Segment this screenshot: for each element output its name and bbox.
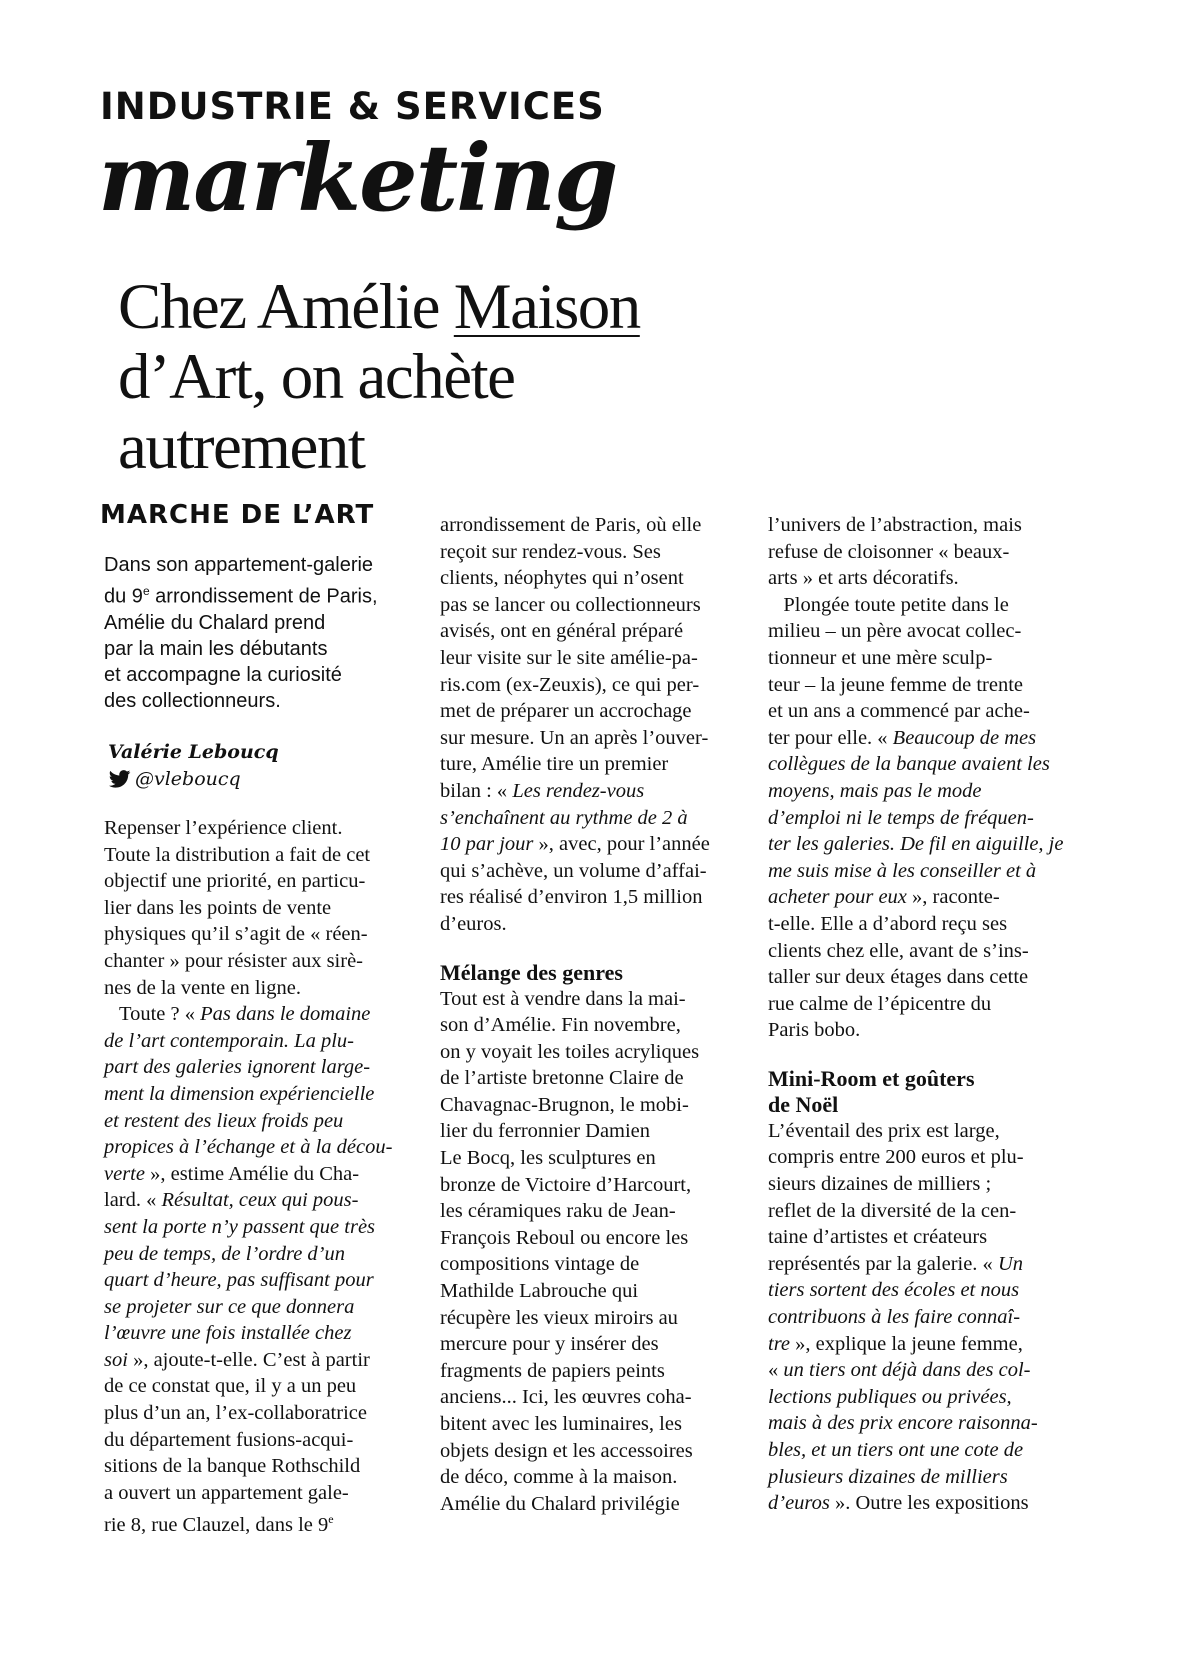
body-line xyxy=(440,1438,740,1465)
section-subhead xyxy=(440,960,740,986)
body-text: lard. « xyxy=(104,1189,162,1212)
body-line xyxy=(104,868,409,895)
body-text: collègues de la banque avaient les xyxy=(768,753,1050,776)
lead-line: des collectionneurs. xyxy=(104,689,281,712)
body-line xyxy=(768,751,1073,778)
body-text: les céramiques raku de Jean- xyxy=(440,1200,676,1223)
body-line xyxy=(768,805,1073,832)
body-line xyxy=(440,1012,740,1039)
body-line xyxy=(440,1331,740,1358)
body-text: mais à des prix encore raisonna- xyxy=(768,1412,1038,1435)
body-text: contribuons à les faire connaî- xyxy=(768,1306,1021,1329)
body-line xyxy=(440,911,740,938)
body-text: propices à l’échange et à la décou- xyxy=(104,1136,393,1159)
body-text: de l’art contemporain. La plu- xyxy=(104,1029,354,1052)
paragraph-gap xyxy=(768,1044,1073,1066)
body-line xyxy=(768,884,1073,911)
twitter-bird-icon xyxy=(108,770,132,788)
body-line xyxy=(768,1464,1073,1491)
article-lead xyxy=(104,552,434,714)
body-line xyxy=(768,1118,1073,1145)
body-text: tionneur et une mère sculp- xyxy=(768,646,993,669)
body-text: un tiers ont déjà dans des col- xyxy=(783,1359,1031,1382)
body-text: moyens, mais pas le mode xyxy=(768,779,982,802)
body-line xyxy=(440,1251,740,1278)
body-text: ». Outre les expositions xyxy=(829,1492,1029,1515)
body-line xyxy=(440,1172,740,1199)
body-line xyxy=(768,1357,1073,1384)
body-text: bitent avec les luminaires, les xyxy=(440,1413,682,1435)
body-text: d’emploi ni le temps de fréquen- xyxy=(768,806,1034,829)
body-line xyxy=(768,725,1073,752)
body-line xyxy=(104,815,409,842)
body-text: Paris bobo. xyxy=(768,1019,861,1042)
body-line xyxy=(104,1480,409,1507)
body-line xyxy=(768,1331,1073,1358)
body-line xyxy=(104,842,409,869)
body-line xyxy=(768,512,1073,539)
body-text: bles, et un tiers ont une cote de xyxy=(768,1439,1024,1461)
body-line xyxy=(104,1054,409,1081)
body-text: », ajoute-t-elle. C’est à partir xyxy=(127,1348,370,1371)
body-text: lier du ferronnier Damien xyxy=(440,1120,651,1143)
body-text: t-elle. Elle a d’abord reçu ses xyxy=(768,912,1008,935)
body-text: met de préparer un accrochage xyxy=(440,700,692,723)
body-line xyxy=(104,1320,409,1347)
body-text: chanter » pour résister aux sirè- xyxy=(104,949,363,972)
body-text: Le Bocq, les sculptures en xyxy=(440,1147,656,1170)
handle-text: @vleboucq xyxy=(135,768,241,790)
body-text: qui s’achève, un volume d’affai- xyxy=(440,859,707,882)
body-line xyxy=(104,1427,409,1454)
article-column-2 xyxy=(440,512,740,1517)
body-text: arts » et arts décoratifs. xyxy=(768,567,959,590)
body-line xyxy=(440,1039,740,1066)
body-line xyxy=(768,618,1073,645)
body-line xyxy=(440,1464,740,1491)
headline-part-4: autrement xyxy=(118,411,365,483)
body-line xyxy=(440,1145,740,1172)
body-line xyxy=(768,539,1073,566)
body-text: res réalisé d’environ 1,5 million xyxy=(440,886,703,909)
body-line xyxy=(768,1277,1073,1304)
body-line xyxy=(440,645,740,672)
headline-part-1: Chez Amélie xyxy=(118,271,454,343)
body-text: tiers sortent des écoles et nous xyxy=(768,1279,1020,1302)
body-text: Un xyxy=(997,1252,1023,1275)
body-line xyxy=(440,1358,740,1385)
body-text: Tout est à vendre dans la mai- xyxy=(440,987,686,1010)
body-text: du département fusions-acqui- xyxy=(104,1428,354,1451)
author-handle[interactable] xyxy=(108,766,279,793)
body-text: part des galeries ignorent large- xyxy=(104,1056,371,1079)
body-line xyxy=(768,1437,1073,1464)
body-line xyxy=(768,672,1073,699)
body-text: Toute la distribution a fait de cet xyxy=(104,843,371,866)
lead-text: arrondissement de Paris, xyxy=(149,585,378,608)
body-line xyxy=(768,778,1073,805)
body-line xyxy=(440,512,740,539)
body-text: Plongée toute petite dans le xyxy=(768,593,1009,616)
body-line xyxy=(768,1017,1073,1044)
body-text: physiques qu’il s’agit de « réen- xyxy=(104,923,368,946)
body-text: de ce constat que, il y a un peu xyxy=(104,1375,357,1398)
body-line xyxy=(104,1506,409,1538)
body-text: s’enchaînent au rythme de 2 à xyxy=(440,806,688,829)
rubric-label: INDUSTRIE & SERVICES xyxy=(100,85,605,128)
author-name: Valérie Leboucq xyxy=(108,741,279,763)
body-text: a ouvert un appartement gale- xyxy=(104,1481,349,1504)
body-line xyxy=(440,1225,740,1252)
body-text: d’euros. xyxy=(440,912,507,935)
body-line xyxy=(440,858,740,885)
body-line xyxy=(104,921,409,948)
body-text: ris.com (ex-Zeuxis), ce qui per- xyxy=(440,673,700,696)
lead-line: Amélie du Chalard prend xyxy=(104,611,326,634)
body-line xyxy=(768,1304,1073,1331)
body-text: », estime Amélie du Cha- xyxy=(144,1162,360,1185)
body-line xyxy=(440,698,740,725)
body-line xyxy=(104,975,409,1002)
body-text: clients chez elle, avant de s’ins- xyxy=(768,939,1029,962)
body-text: sur mesure. Un an après l’ouver- xyxy=(440,726,709,749)
body-line xyxy=(768,1384,1073,1411)
body-line xyxy=(440,1411,740,1438)
body-text: anciens... Ici, les œuvres coha- xyxy=(440,1386,692,1409)
body-text: Mini-Room et goûters xyxy=(768,1065,975,1091)
body-text: bronze de Victoire d’Harcourt, xyxy=(440,1173,692,1196)
body-text: L’éventail des prix est large, xyxy=(768,1119,1000,1142)
body-line xyxy=(104,1187,409,1214)
body-text: reflet de la diversité de la cen- xyxy=(768,1199,1017,1222)
section-title: marketing xyxy=(98,124,617,232)
body-text: nes de la vente en ligne. xyxy=(104,976,301,999)
body-text: peu de temps, de l’ordre d’un xyxy=(104,1242,346,1265)
headline-part-3: d’Art, on achète xyxy=(118,341,515,413)
paragraph-gap xyxy=(440,938,740,960)
article-headline xyxy=(118,272,738,482)
body-text: tre xyxy=(768,1332,791,1355)
body-line xyxy=(104,948,409,975)
body-line xyxy=(440,1065,740,1092)
body-text: Pas dans le domaine xyxy=(200,1003,371,1026)
body-line xyxy=(440,1118,740,1145)
lead-line: Dans son appartement-galerie xyxy=(104,554,374,576)
body-text: objets design et les accessoires xyxy=(440,1439,693,1462)
byline xyxy=(108,739,279,793)
body-text: avisés, ont en général préparé xyxy=(440,620,684,643)
body-line xyxy=(104,1453,409,1480)
body-line xyxy=(440,1491,740,1518)
section-subhead xyxy=(768,1066,1073,1092)
headline-link: Maison xyxy=(453,271,640,343)
body-line xyxy=(440,618,740,645)
body-text: et restent des lieux froids peu xyxy=(104,1109,344,1132)
body-line xyxy=(104,1373,409,1400)
body-text: « xyxy=(768,1359,784,1382)
body-line xyxy=(768,698,1073,725)
body-text: », raconte- xyxy=(906,886,1000,909)
body-text: taller sur deux étages dans cette xyxy=(768,966,1029,989)
body-text: Repenser l’expérience client. xyxy=(104,817,343,839)
body-line xyxy=(768,831,1073,858)
body-text: Résultat, ceux qui pous- xyxy=(161,1189,359,1212)
body-line xyxy=(440,592,740,619)
kicker: MARCHE DE L’ART xyxy=(100,500,375,530)
body-text: lections publiques ou privées, xyxy=(768,1385,1012,1408)
lead-line: et accompagne la curiosité xyxy=(104,663,342,686)
body-text: reçoit sur rendez-vous. Ses xyxy=(440,540,661,563)
body-line xyxy=(768,858,1073,885)
body-line xyxy=(104,1081,409,1108)
body-text: ture, Amélie tire un premier xyxy=(440,753,669,776)
body-line xyxy=(104,1294,409,1321)
body-text: Mélange des genres xyxy=(440,959,623,985)
body-text: ter pour elle. « xyxy=(768,726,893,749)
body-line xyxy=(104,1400,409,1427)
body-text: rue calme de l’épicentre du xyxy=(768,992,992,1015)
body-text: milieu – un père avocat collec- xyxy=(768,620,1022,643)
body-line xyxy=(768,592,1073,619)
body-text: soi xyxy=(104,1348,128,1371)
body-text: plusieurs dizaines de milliers xyxy=(768,1465,1008,1488)
body-text: Amélie du Chalard privilégie xyxy=(440,1492,680,1515)
body-line xyxy=(104,1028,409,1055)
body-line xyxy=(104,1134,409,1161)
body-text: ter les galeries. De fil en aiguille, je xyxy=(768,833,1064,856)
body-line xyxy=(440,831,740,858)
body-line xyxy=(768,565,1073,592)
body-text: on y voyait les toiles acryliques xyxy=(440,1040,700,1063)
body-text: de l’artiste bretonne Claire de xyxy=(440,1067,684,1090)
body-text: acheter pour eux xyxy=(768,886,907,909)
body-text: sent la porte n’y passent que très xyxy=(104,1215,376,1238)
body-line xyxy=(104,1108,409,1135)
body-text: d’euros xyxy=(768,1492,830,1515)
body-line xyxy=(768,1410,1073,1437)
body-line xyxy=(768,964,1073,991)
body-text: », explique la jeune femme, xyxy=(790,1332,1023,1355)
body-line xyxy=(768,1171,1073,1198)
lead-line: par la main les débutants xyxy=(104,637,328,660)
body-line xyxy=(440,751,740,778)
section-subhead xyxy=(768,1092,1073,1118)
body-text: compositions vintage de xyxy=(440,1253,640,1276)
body-text: plus d’un an, l’ex-collaboratrice xyxy=(104,1402,367,1425)
body-text: teur – la jeune femme de trente xyxy=(768,673,1023,696)
body-text: Beaucoup de mes xyxy=(892,726,1037,749)
body-text: récupère les vieux miroirs au xyxy=(440,1306,678,1329)
body-line xyxy=(768,938,1073,965)
body-line xyxy=(768,911,1073,938)
body-text: », avec, pour l’année xyxy=(533,833,710,856)
body-text: quart d’heure, pas suffisant pour xyxy=(104,1269,374,1292)
body-line xyxy=(440,565,740,592)
body-text: verte xyxy=(104,1162,145,1185)
body-text: sieurs dizaines de milliers ; xyxy=(768,1173,992,1196)
body-text: refuse de cloisonner « beaux- xyxy=(768,540,1010,563)
body-line xyxy=(768,1144,1073,1171)
body-line xyxy=(440,539,740,566)
body-line xyxy=(440,1384,740,1411)
body-line xyxy=(768,1490,1073,1517)
body-text: représentés par la galerie. « xyxy=(768,1252,998,1275)
body-text: François Reboul ou encore les xyxy=(440,1226,689,1249)
body-line xyxy=(440,805,740,832)
body-text: taine d’artistes et créateurs xyxy=(768,1226,988,1249)
body-text: l’univers de l’abstraction, mais xyxy=(768,514,1022,536)
body-text: mercure pour y insérer des xyxy=(440,1333,659,1356)
lead-text: du 9 xyxy=(104,585,143,608)
body-text: objectif une priorité, en particu- xyxy=(104,870,366,893)
body-text: son d’Amélie. Fin novembre, xyxy=(440,1014,681,1037)
article-column-3 xyxy=(768,512,1073,1517)
body-line xyxy=(768,1251,1073,1278)
body-text: et un ans a commencé par ache- xyxy=(768,700,1030,723)
body-text: sitions de la banque Rothschild xyxy=(104,1455,361,1478)
body-text: leur visite sur le site amélie-pa- xyxy=(440,646,698,669)
body-line xyxy=(104,1214,409,1241)
body-line xyxy=(440,884,740,911)
body-text: me suis mise à les conseiller et à xyxy=(768,859,1037,882)
body-line xyxy=(104,1241,409,1268)
body-line xyxy=(440,1305,740,1332)
body-line xyxy=(440,1198,740,1225)
body-text: pas se lancer ou collectionneurs xyxy=(440,593,701,616)
body-line xyxy=(104,1267,409,1294)
body-line xyxy=(104,1161,409,1188)
body-text: lier dans les points de vente xyxy=(104,896,332,919)
body-text: arrondissement de Paris, où elle xyxy=(440,514,702,536)
body-line xyxy=(440,725,740,752)
body-line xyxy=(104,895,409,922)
body-text: de Noël xyxy=(768,1091,839,1117)
body-line xyxy=(440,986,740,1013)
body-line xyxy=(104,1347,409,1374)
body-line xyxy=(440,778,740,805)
body-text: clients, néophytes qui n’osent xyxy=(440,567,684,590)
body-line xyxy=(440,1092,740,1119)
body-line xyxy=(440,672,740,699)
body-text: Les rendez-vous xyxy=(512,779,645,802)
body-text: ment la dimension expériencielle xyxy=(104,1082,375,1105)
body-line xyxy=(104,1001,409,1028)
body-text: Chavagnac-Brugnon, le mobi- xyxy=(440,1093,689,1116)
body-text: se projeter sur ce que donnera xyxy=(104,1295,355,1318)
superscript: e xyxy=(142,584,150,598)
body-text: bilan : « xyxy=(440,779,513,802)
body-text: Mathilde Labrouche qui xyxy=(440,1280,639,1303)
body-line xyxy=(768,645,1073,672)
body-text: 10 par jour xyxy=(440,833,534,856)
body-text: de déco, comme à la maison. xyxy=(440,1466,678,1489)
body-line xyxy=(768,1224,1073,1251)
body-line xyxy=(768,1198,1073,1225)
superscript: e xyxy=(328,1512,334,1527)
body-line xyxy=(440,1278,740,1305)
body-text: rie 8, rue Clauzel, dans le 9 xyxy=(104,1514,329,1537)
body-text: l’œuvre une fois installée chez xyxy=(104,1322,352,1345)
body-text: Toute ? « xyxy=(104,1003,201,1026)
lead-line xyxy=(104,578,434,610)
body-line xyxy=(768,991,1073,1018)
article-column-1 xyxy=(104,815,409,1539)
body-text: fragments de papiers peints xyxy=(440,1359,665,1382)
body-text: compris entre 200 euros et plu- xyxy=(768,1146,1024,1169)
